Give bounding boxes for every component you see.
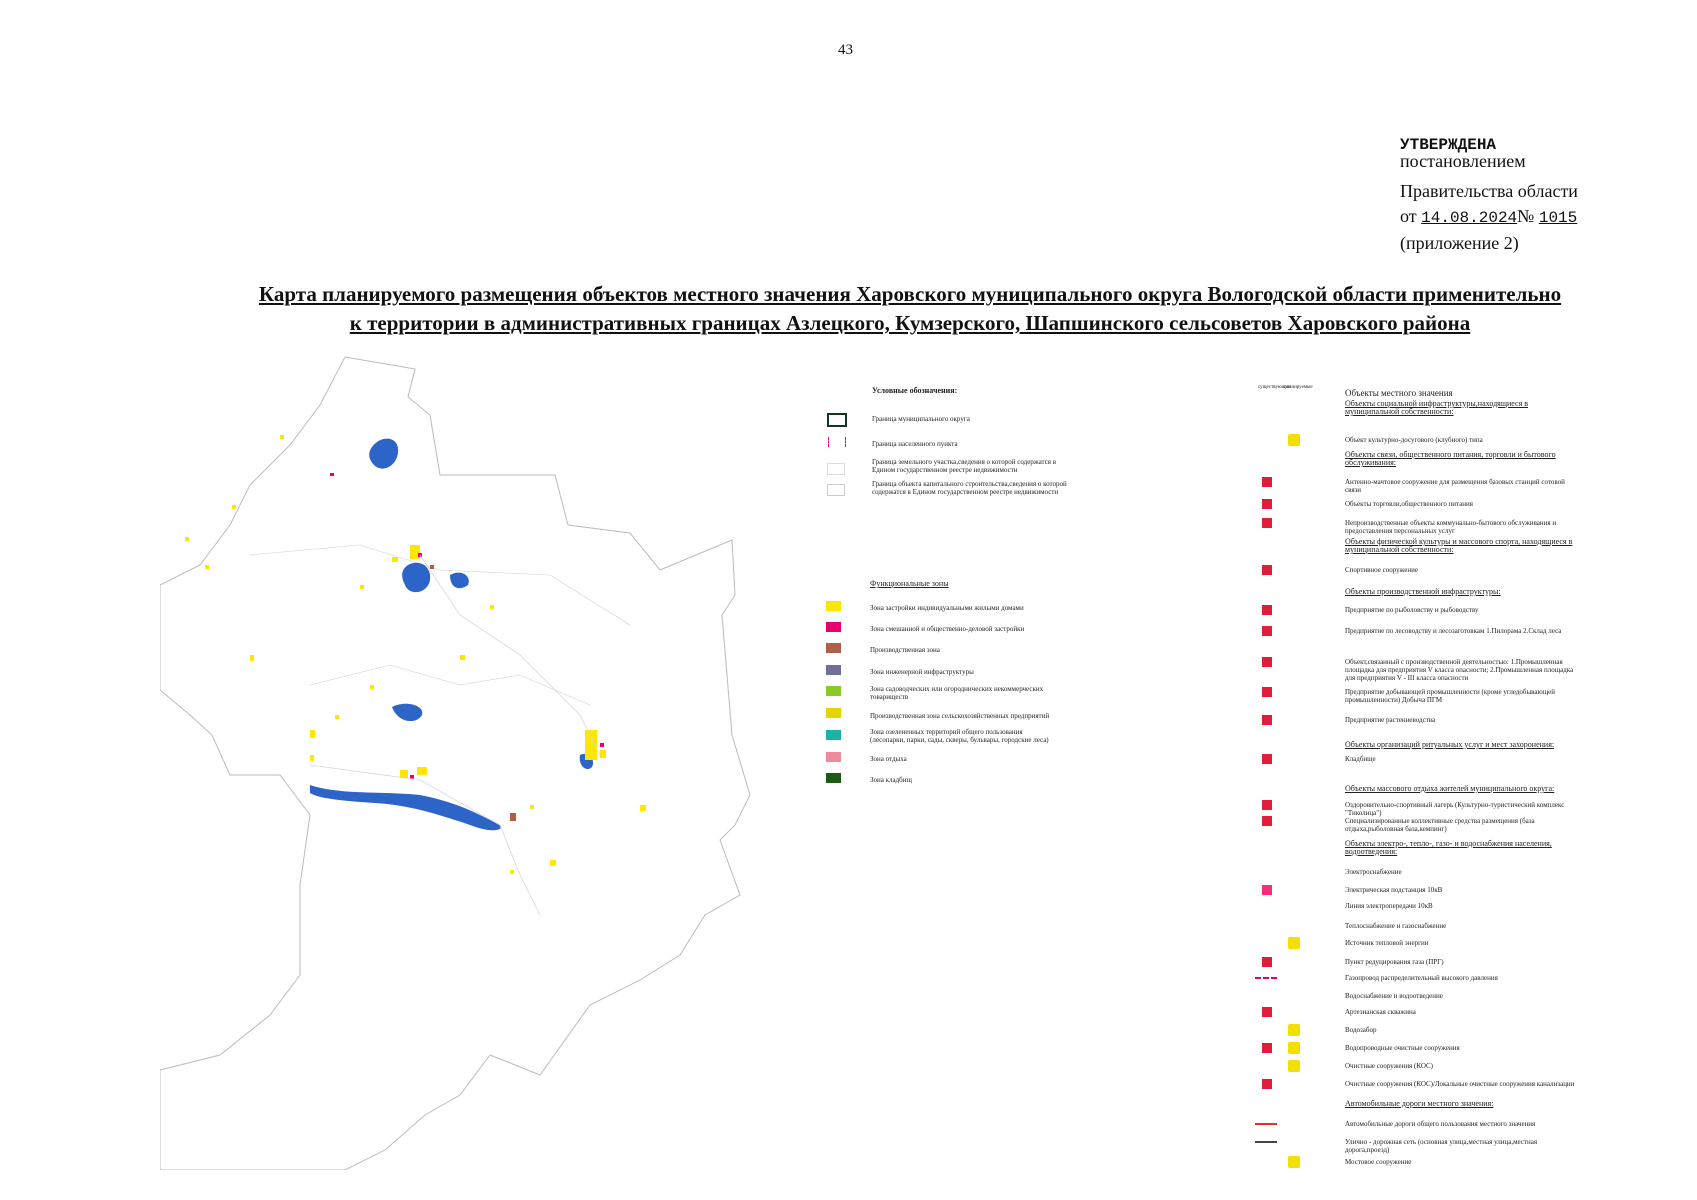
legend-line-symbol [1255,1141,1277,1143]
legend-item-label: Предприятие добывающей промышленности (кроме угледобывающей промышленности) Добыча ПГМ [1345,688,1555,704]
municipal-boundary [160,357,750,1170]
zone-swatch [826,773,841,783]
legend-red-marker-icon [1262,1079,1272,1089]
legend-red-marker-icon [1262,754,1272,764]
approval-appendix: (приложение 2) [1400,233,1519,253]
zone-label: Производственная зона [870,646,940,654]
zone-label: Зона отдыха [870,755,907,763]
legend-item-label: Источник тепловой энергии [1345,939,1429,947]
legend-item-label: Пункт редуцирования газа (ПРГ) [1345,958,1444,966]
legend-land-plot-swatch [827,463,845,475]
legend-boundary-label: Граница муниципального округа [872,415,970,423]
legend-settlement-border-swatch [828,437,846,447]
zone-swatch [826,730,841,740]
legend-item-label: Газопровод распределительный высокого давления [1345,974,1498,982]
zone-swatch [826,708,841,718]
commercial-zone [330,473,604,779]
page-number: 43 [838,42,853,58]
legend-item-label: Водозабор [1345,1026,1377,1034]
col-existing: существующие [1258,385,1291,390]
zone-swatch [826,601,841,611]
legend-item-label: Артезианская скважина [1345,1008,1416,1016]
legend-item-label: Автомобильные дороги общего пользования местного значения [1345,1120,1536,1128]
legend-section-heading: Объекты организаций ритуальных услуг и мест захоронения: [1345,740,1555,749]
legend-section-heading: Объекты электро-, тепло-, газо- и водоснабжения населения, водоотведения: [1345,839,1552,856]
legend-section-heading: Автомобильные дороги местного значения: [1345,1099,1494,1108]
territory-map [160,355,795,1170]
legend-red-marker-icon [1262,657,1272,667]
zone-label: Зона озелененных территорий общего пользования (лесопарки, парки, сады, скверы, бульвары, городские леса) [870,728,1049,744]
legend-building-label: Граница объекта капитального строительства,сведения о которой содержатся в Едином государственном реестре недвижимости [872,480,1067,496]
zone-label: Зона инженерной инфраструктуры [870,668,974,676]
right-legend-heading: Объекты местного значения [1345,388,1453,398]
legend-item-label: Электрическая подстанция 10кВ [1345,886,1443,894]
legend-red-marker-icon [1262,1043,1272,1053]
legend-red-marker-icon [1262,605,1272,615]
legend-section-heading: Объекты связи, общественного питания, торговли и бытового обслуживания: [1345,450,1556,467]
legend-section-heading: Объекты производственной инфраструктуры: [1345,587,1501,596]
legend-item-label: Водопроводные очистные сооружения [1345,1044,1460,1052]
legend-item-label: Оздоровительно-спортивный лагерь (Культурно-туристический комплекс "Тиколица") [1345,801,1565,817]
zone-swatch [826,643,841,653]
approval-date-line [1400,204,1578,231]
zones-heading: Функциональные зоны [870,579,949,588]
river-lake [310,785,501,830]
lake [392,704,422,721]
legend-yellow-marker-icon [1288,1156,1300,1168]
legend-red-marker-icon [1262,687,1272,697]
lake [369,439,398,469]
zone-label: Зона застройки индивидуальными жилыми домами [870,604,1024,612]
legend-settlement-border-label: Граница населенного пункта [872,440,958,448]
legend-item-label: Улично - дорожная сеть (основная улица,местная улица,местная дорога,проезд) [1345,1138,1538,1154]
legend-line-symbol [1255,977,1277,979]
legend-red-marker-icon [1262,626,1272,636]
zone-swatch [826,686,841,696]
legend-item-label: Объекты торговли,общественного питания [1345,500,1474,508]
legend-yellow-marker-icon [1288,434,1300,446]
legend-item-label: Кладбище [1345,755,1376,763]
zone-swatch [826,622,841,632]
approval-line3: Правительства области [1400,181,1578,201]
lake [450,573,469,589]
legend-section-heading: Объекты физической культуры и массового спорта, находящиеся в муниципальной собственности: [1345,537,1573,554]
legend-land-plot-label: Граница земельного участка,сведения о которой содержатся в Едином государственном реестре недвижимости [872,458,1057,474]
map-title [180,280,1640,338]
legend-item-label: Спортивное сооружение [1345,566,1418,574]
legend-red-marker-icon [1262,1007,1272,1017]
legend-red-marker-icon [1262,800,1272,810]
number-prefix: № [1517,206,1535,226]
legend-section-heading: Объекты массового отдыха жителей муниципального округа: [1345,784,1555,793]
legend-red-marker-icon [1262,477,1272,487]
zone-label: Зона садоводческих или огороднических некоммерческих товариществ [870,685,1044,701]
approval-stamp [1400,137,1578,256]
road [310,765,540,915]
industrial-zone [430,565,516,821]
legend-item-label: Предприятие растениеводства [1345,716,1436,724]
legend-red-marker-icon [1262,957,1272,967]
col-planned: планируемые [1284,385,1313,390]
legend-red-marker-icon [1262,715,1272,725]
approval-line2: постановлением [1400,151,1526,171]
legend-item-label: Непроизводственные объекты коммунально-бытового обслуживания и предоставления персональных услуг [1345,519,1557,535]
legend-item-label: Объект,связанный с производственной деятельностью: 1.Промышленная площадка для предприятия V класса опасности; 2.Промышленная площадка для предприятия V - III класса опасности [1345,658,1574,682]
legend-section-heading: Объекты социальной инфраструктуры,находящиеся в муниципальной собственности: [1345,399,1529,416]
zone-swatch [826,665,841,675]
legend-yellow-marker-icon [1288,1024,1300,1036]
legend-building-swatch [827,484,845,496]
zone-label: Зона кладбищ [870,776,912,784]
legend-item-label: Теплоснабжение и газоснабжение [1345,922,1447,930]
legend-yellow-marker-icon [1288,1060,1300,1072]
legend-item-label: Водоснабжение и водоотведение [1345,992,1443,1000]
zone-swatch [826,752,841,762]
legend-boundary-swatch [827,413,847,427]
internal-border [310,665,590,705]
zone-label: Производственная зона сельскохозяйственных предприятий [870,712,1050,720]
approval-number: 1015 [1538,209,1578,227]
legend-red-marker-icon [1262,816,1272,826]
title-line1: Карта планируемого размещения объектов местного значения Харовского муниципального округа Вологодской области применительно [258,282,1562,306]
legend-item-label: Линия электропередачи 10кВ [1345,902,1433,910]
legend-yellow-marker-icon [1288,937,1300,949]
legend-item-label: Предприятие по рыболовству и рыбоводству [1345,606,1479,614]
legend-item-label: Специализированные коллективные средства размещения (база отдыха,рыболовная база,кемпинг) [1345,817,1535,833]
legend-yellow-marker-icon [1288,1042,1300,1054]
legend-red-marker-icon [1262,518,1272,528]
title-line2: к территории в административных границах Азлецкого, Кумзерского, Шапшинского сельсоветов Харовского района [349,311,1471,335]
legend-red-marker-icon [1262,565,1272,575]
legend-heading: Условные обозначения: [872,386,958,395]
legend-item-label: Антенно-мачтовое сооружение для размещения базовых станций сотовой связи [1345,478,1565,494]
legend-item-label: Электроснабжение [1345,868,1402,876]
legend-line-symbol [1255,1123,1277,1125]
legend-red-marker-icon [1262,499,1272,509]
legend-item-label: Очистные сооружения (КОС)/Локальные очистные сооружения канализации [1345,1080,1575,1088]
legend-item-label: Объект культурно-досугового (клубного) типа [1345,436,1483,444]
date-prefix: от [1400,206,1417,226]
legend-item-label: Предприятие по лесоводству и лесозаготовкам 1.Пилорама 2.Склад леса [1345,627,1562,635]
road [420,555,600,755]
legend-item-label: Мостовое сооружение [1345,1158,1412,1166]
approval-line1: УТВЕРЖДЕНА [1400,136,1497,154]
legend-red-marker-icon [1262,885,1272,895]
zone-label: Зона смешанной и общественно-деловой застройки [870,625,1025,633]
legend-item-label: Очистные сооружения (КОС) [1345,1062,1433,1070]
approval-date: 14.08.2024 [1421,209,1518,227]
lake [402,563,430,592]
